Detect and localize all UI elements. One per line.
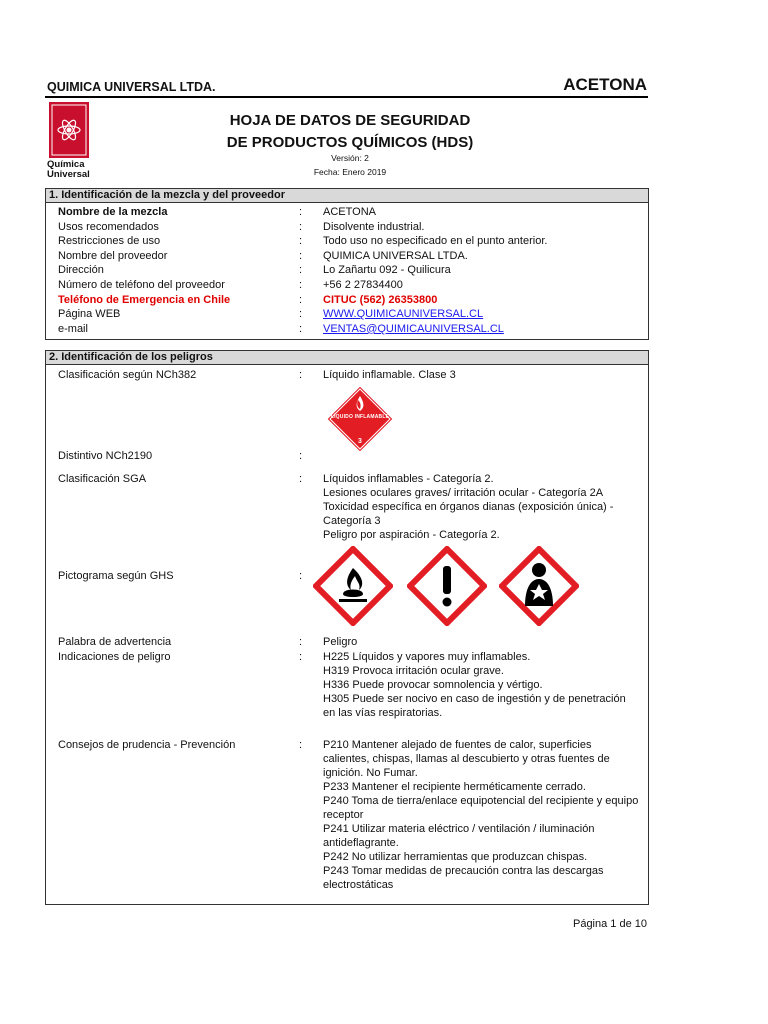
sga-line: Líquidos inflamables - Categoría 2. bbox=[323, 473, 494, 485]
doc-title-line1: HOJA DE DATOS DE SEGURIDAD bbox=[229, 112, 471, 129]
health-hazard-icon bbox=[499, 546, 579, 626]
field-value: +56 2 27834400 bbox=[323, 279, 403, 291]
field-label: Dirección bbox=[58, 264, 104, 277]
prevention-line: electrostáticas bbox=[323, 879, 394, 891]
colon: : bbox=[299, 264, 303, 277]
prevention-line: P243 Tomar medidas de precaución contra las descargas bbox=[323, 865, 604, 877]
sga-line: Lesiones oculares graves/ irritación ocular - Categoría 2A bbox=[323, 487, 604, 499]
colon: : bbox=[299, 570, 303, 582]
field-value: Todo uso no especificado en el punto anterior. bbox=[323, 235, 548, 248]
company-name: QUIMICA UNIVERSAL LTDA. bbox=[47, 80, 216, 94]
product-name: ACETONA bbox=[563, 75, 647, 94]
page-number: Página 1 de 10 bbox=[572, 918, 647, 930]
colon: : bbox=[299, 220, 303, 233]
signal-label: Palabra de advertencia bbox=[58, 636, 172, 648]
flammable-liquid-placard bbox=[325, 384, 395, 454]
nch382-label: Clasificación según NCh382 bbox=[58, 369, 197, 381]
prevention-line: antideflagrante. bbox=[323, 837, 399, 849]
field-label: Restricciones de uso bbox=[58, 235, 161, 248]
colon: : bbox=[299, 308, 303, 321]
colon: : bbox=[299, 369, 303, 381]
section-2-heading: 2. Identificación de los peligros bbox=[46, 351, 648, 365]
field-value: QUIMICA UNIVERSAL LTDA. bbox=[323, 249, 468, 262]
email-link[interactable]: VENTAS@QUIMICAUNIVERSAL.CL bbox=[323, 322, 504, 335]
doc-version: Versión: 2 bbox=[331, 153, 369, 163]
sga-line: Categoría 3 bbox=[323, 515, 381, 527]
hazard-line: H336 Puede provocar somnolencia y vértigo. bbox=[323, 679, 543, 691]
field-label: Nombre de la mezcla bbox=[58, 206, 168, 218]
field-label: Usos recomendados bbox=[58, 220, 159, 233]
sga-line: Toxicidad específica en órganos dianas (exposición única) - bbox=[323, 501, 614, 513]
prevention-statements bbox=[323, 738, 653, 892]
prevention-line: receptor bbox=[323, 809, 364, 821]
prevention-line: P241 Utilizar materia eléctrico / ventilación / iluminación bbox=[323, 823, 595, 835]
doc-date: Fecha: Enero 2019 bbox=[313, 167, 387, 177]
emergency-phone-value: CITUC (562) 26353800 bbox=[323, 293, 438, 306]
prevention-line: calientes, chispas, llamas al descubierto y otras fuentes de bbox=[323, 753, 610, 765]
colon: : bbox=[299, 473, 303, 485]
field-label: Página WEB bbox=[58, 308, 121, 321]
field-label: Nombre del proveedor bbox=[58, 249, 168, 262]
header-rule bbox=[45, 96, 648, 98]
colon: : bbox=[299, 739, 303, 751]
colon: : bbox=[299, 651, 303, 663]
placard-text: LÍQUIDO INFLAMABLE bbox=[330, 414, 390, 420]
prevention-line: P210 Mantener alejado de fuentes de calor, superficies bbox=[323, 739, 592, 751]
field-value: Disolvente industrial. bbox=[323, 220, 425, 233]
colon: : bbox=[299, 235, 303, 248]
signal-value: Peligro bbox=[323, 636, 358, 648]
doc-title-line2: DE PRODUCTOS QUÍMICOS (HDS) bbox=[226, 134, 474, 151]
sga-values bbox=[323, 472, 653, 542]
field-label: Número de teléfono del proveedor bbox=[58, 279, 225, 291]
section-1 bbox=[45, 188, 649, 340]
hazard-line: H305 Puede ser nocivo en caso de ingestión y de penetración bbox=[323, 693, 626, 705]
placard-class: 3 bbox=[358, 438, 362, 445]
nch2190-label: Distintivo NCh2190 bbox=[58, 450, 153, 462]
logo-text-universal: Universal bbox=[47, 169, 90, 180]
colon: : bbox=[299, 279, 303, 291]
ghs-label: Pictograma según GHS bbox=[58, 570, 174, 582]
field-value: Lo Zañartu 092 - Quilicura bbox=[323, 264, 451, 277]
sga-line: Peligro por aspiración - Categoría 2. bbox=[323, 529, 500, 541]
prevention-label: Consejos de prudencia - Prevención bbox=[58, 739, 236, 751]
colon: : bbox=[299, 293, 303, 306]
colon: : bbox=[299, 322, 303, 335]
hazard-line: en las vías respiratorias. bbox=[323, 707, 443, 719]
colon: : bbox=[299, 450, 303, 462]
flame-icon bbox=[313, 546, 393, 626]
hazard-statements bbox=[323, 650, 653, 720]
nch382-value: Líquido inflamable. Clase 3 bbox=[323, 369, 456, 381]
section-2 bbox=[45, 350, 649, 905]
colon: : bbox=[299, 206, 303, 218]
emergency-phone-label: Teléfono de Emergencia en Chile bbox=[58, 293, 231, 306]
hazard-label: Indicaciones de peligro bbox=[58, 651, 171, 663]
prevention-line: P242 No utilizar herramientas que produzcan chispas. bbox=[323, 851, 588, 863]
hazard-line: H225 Líquidos y vapores muy inflamables. bbox=[323, 651, 531, 663]
section-1-heading: 1. Identificación de la mezcla y del proveedor bbox=[46, 189, 648, 203]
exclamation-icon bbox=[407, 546, 487, 626]
field-value: ACETONA bbox=[323, 206, 376, 218]
website-link[interactable]: WWW.QUIMICAUNIVERSAL.CL bbox=[323, 308, 484, 321]
hazard-line: H319 Provoca irritación ocular grave. bbox=[323, 665, 504, 677]
sga-label: Clasificación SGA bbox=[58, 473, 147, 485]
colon: : bbox=[299, 636, 303, 648]
colon: : bbox=[299, 249, 303, 262]
logo-text-quimica: Química bbox=[47, 159, 85, 170]
field-label: e-mail bbox=[58, 322, 88, 335]
prevention-line: ignición. No Fumar. bbox=[323, 767, 418, 779]
prevention-line: P233 Mantener el recipiente herméticamente cerrado. bbox=[323, 781, 586, 793]
prevention-line: P240 Toma de tierra/enlace equipotencial del recipiente y equipo bbox=[323, 795, 639, 807]
